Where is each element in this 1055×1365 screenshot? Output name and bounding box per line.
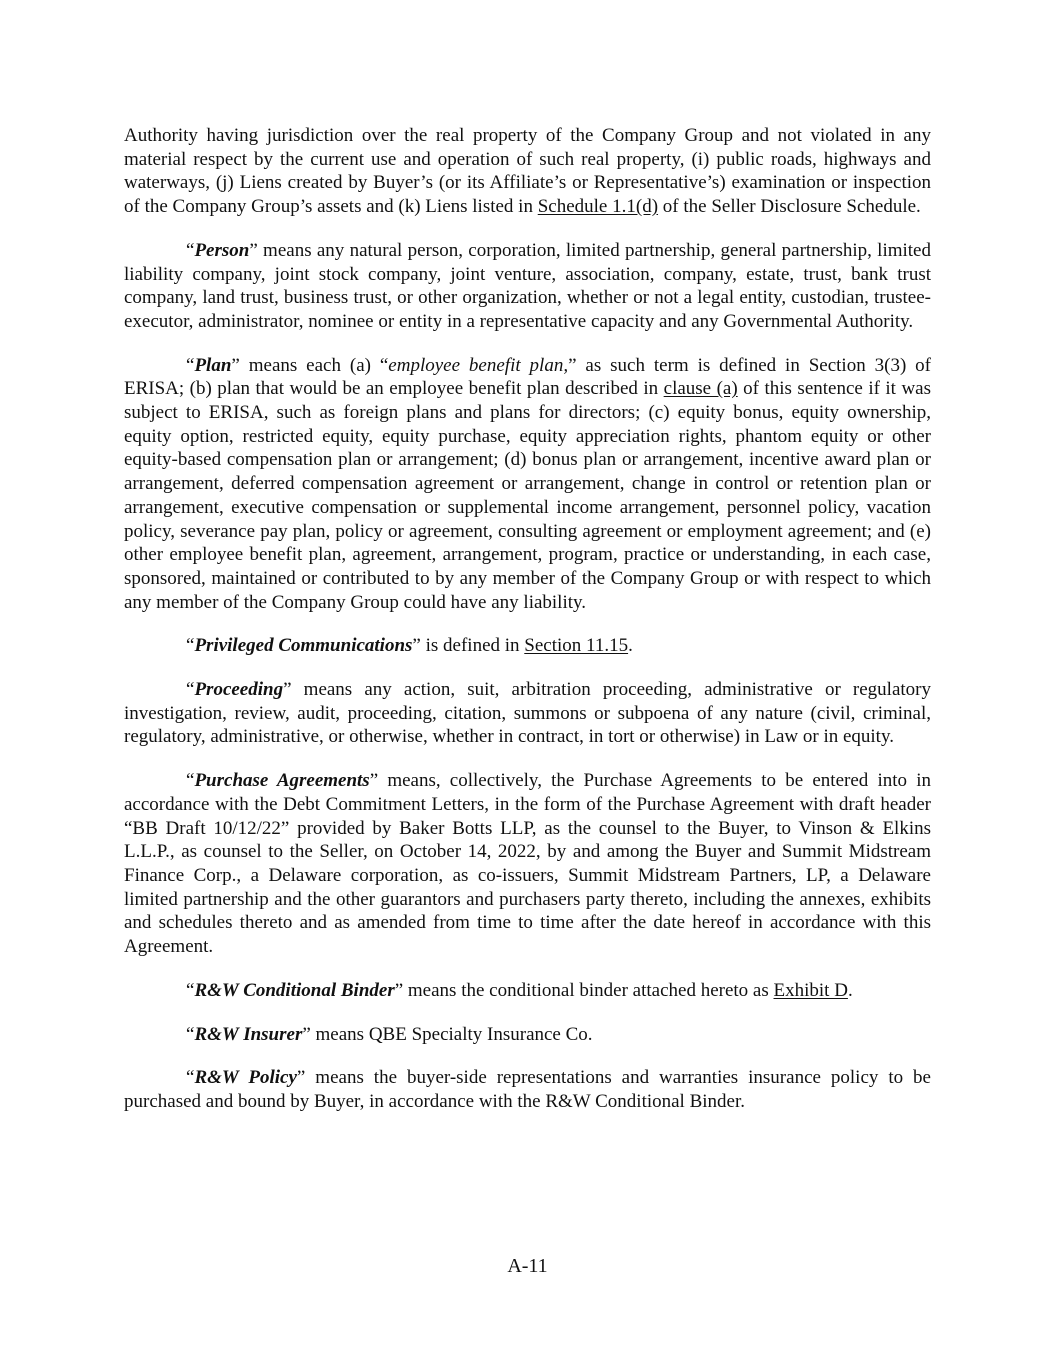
defined-term-person: Person	[194, 239, 250, 261]
definition-text: ” is defined in	[412, 635, 525, 657]
exhibit-reference-link[interactable]: Exhibit D	[773, 979, 848, 1001]
page-number: A-11	[507, 1255, 548, 1277]
open-quote: “	[186, 679, 195, 701]
defined-term-purchase-agreements: Purchase Agreements	[194, 770, 370, 792]
defined-term-rw-insurer: R&W Insurer	[194, 1023, 303, 1045]
document-page	[124, 124, 931, 1134]
definition-text: .	[628, 635, 633, 657]
definition-text: ” means QBE Specialty Insurance Co.	[302, 1023, 593, 1045]
definition-text: ” means any natural person, corporation, limited partnership, general partnership, limited liability company, joint stock company, joint venture, association, company, estate, trust, bank trust company, land trust, business trust, or other organization, whether or not a legal entity, custodian, trustee-executor, administrator, nominee or entity in a representative capacity and any Governmental Authority.	[124, 239, 931, 332]
italic-term-employee-benefit-plan: employee benefit plan,	[388, 354, 569, 376]
paragraph-text: of the Seller Disclosure Schedule.	[658, 196, 921, 218]
open-quote: “	[186, 1023, 195, 1045]
definition-rw-policy	[124, 1066, 931, 1113]
schedule-reference-link[interactable]: Schedule 1.1(d)	[537, 196, 659, 218]
definition-person	[124, 239, 931, 334]
definition-text: ” means the buyer-side representations and warranties insurance policy to be purchased and bound by Buyer, in accordance with the R&W Conditional Binder.	[124, 1067, 931, 1112]
definition-text: ” means any action, suit, arbitration proceeding, administrative or regulatory investigation, review, audit, proceeding, citation, summons or subpoena of any nature (civil, criminal, regulatory, administrative, or otherwise, whether in contract, in tort or otherwise) in Law or in equity.	[124, 679, 931, 748]
open-quote: “	[186, 239, 195, 261]
definition-rw-conditional-binder	[124, 979, 931, 1003]
open-quote: “	[186, 770, 195, 792]
defined-term-privileged-communications: Privileged Communications	[194, 635, 413, 657]
definition-plan	[124, 354, 931, 615]
open-quote: “	[186, 979, 195, 1001]
definition-purchase-agreements	[124, 769, 931, 959]
defined-term-rw-policy: R&W Policy	[194, 1067, 297, 1089]
defined-term-plan: Plan	[194, 354, 232, 376]
definition-text: ” means the conditional binder attached hereto as	[394, 979, 774, 1001]
definition-text: ” means each (a) “	[231, 354, 389, 376]
open-quote: “	[186, 635, 195, 657]
definition-text: ” as such term is defined in Section 3(3) of ERISA; (b) plan that would be an employee benefit plan described in	[124, 354, 931, 400]
definition-text: .	[847, 979, 853, 1001]
definition-rw-insurer	[124, 1023, 931, 1047]
definition-text: ” means, collectively, the Purchase Agreements to be entered into in accordance with the Debt Commitment Letters, in the form of the Purchase Agreement with draft header “BB Draft 10/12/22” provided by Baker Botts LLP, as the counsel to the Buyer, to Vinson & Elkins L.L.P., as counsel to the Seller, on October 14, 2022, by and among the Buyer and Summit Midstream Finance Corp., a Delaware corporation, as co-issuers, Summit Midstream Partners, LP, a Delaware limited partnership and the other guarantors and purchasers party thereto, including the annexes, exhibits and schedules thereto and as amended from time to time after the date hereof in accordance with this Agreement.	[124, 770, 931, 958]
definition-privileged-communications	[124, 634, 931, 658]
paragraph-liens-continued	[124, 124, 931, 219]
definition-text: of this sentence if it was subject to ERISA, such as foreign plans and plans for directors; (c) equity bonus, equity ownership, equity option, restricted equity, equity purchase, equity appreciation rights, phantom equity or other equity-based compensation plan or arrangement; (d) bonus plan or arrangement, incentive award plan or arrangement, deferred compensation agreement or arrangement, change in control or retention plan or arrangement, executive compensation or supplemental income arrangement, personnel policy, vacation policy, severance pay plan, policy or agreement, consulting agreement or employment agreement; and (e) other employee benefit plan, agreement, arrangement, program, practice or understanding, in each case, sponsored, maintained or contributed to by any member of the Company Group or with respect to which any member of the Company Group could have any liability.	[124, 378, 931, 613]
clause-reference-link[interactable]: clause (a)	[663, 378, 738, 400]
section-reference-link[interactable]: Section 11.15	[524, 635, 629, 657]
defined-term-rw-conditional-binder: R&W Conditional Binder	[194, 979, 395, 1001]
definition-proceeding	[124, 678, 931, 749]
paragraph-text: Authority having jurisdiction over the real property of the Company Group and not violated in any material respect by the current use and operation of such real property, (i) public roads, highways and waterways, (j) Liens created by Buyer’s (or its Affiliate’s or Representative’s) examination or inspection of the Company Group’s assets and (k) Liens listed in	[124, 125, 931, 218]
open-quote: “	[186, 354, 195, 376]
open-quote: “	[186, 1067, 195, 1089]
defined-term-proceeding: Proceeding	[194, 679, 284, 701]
